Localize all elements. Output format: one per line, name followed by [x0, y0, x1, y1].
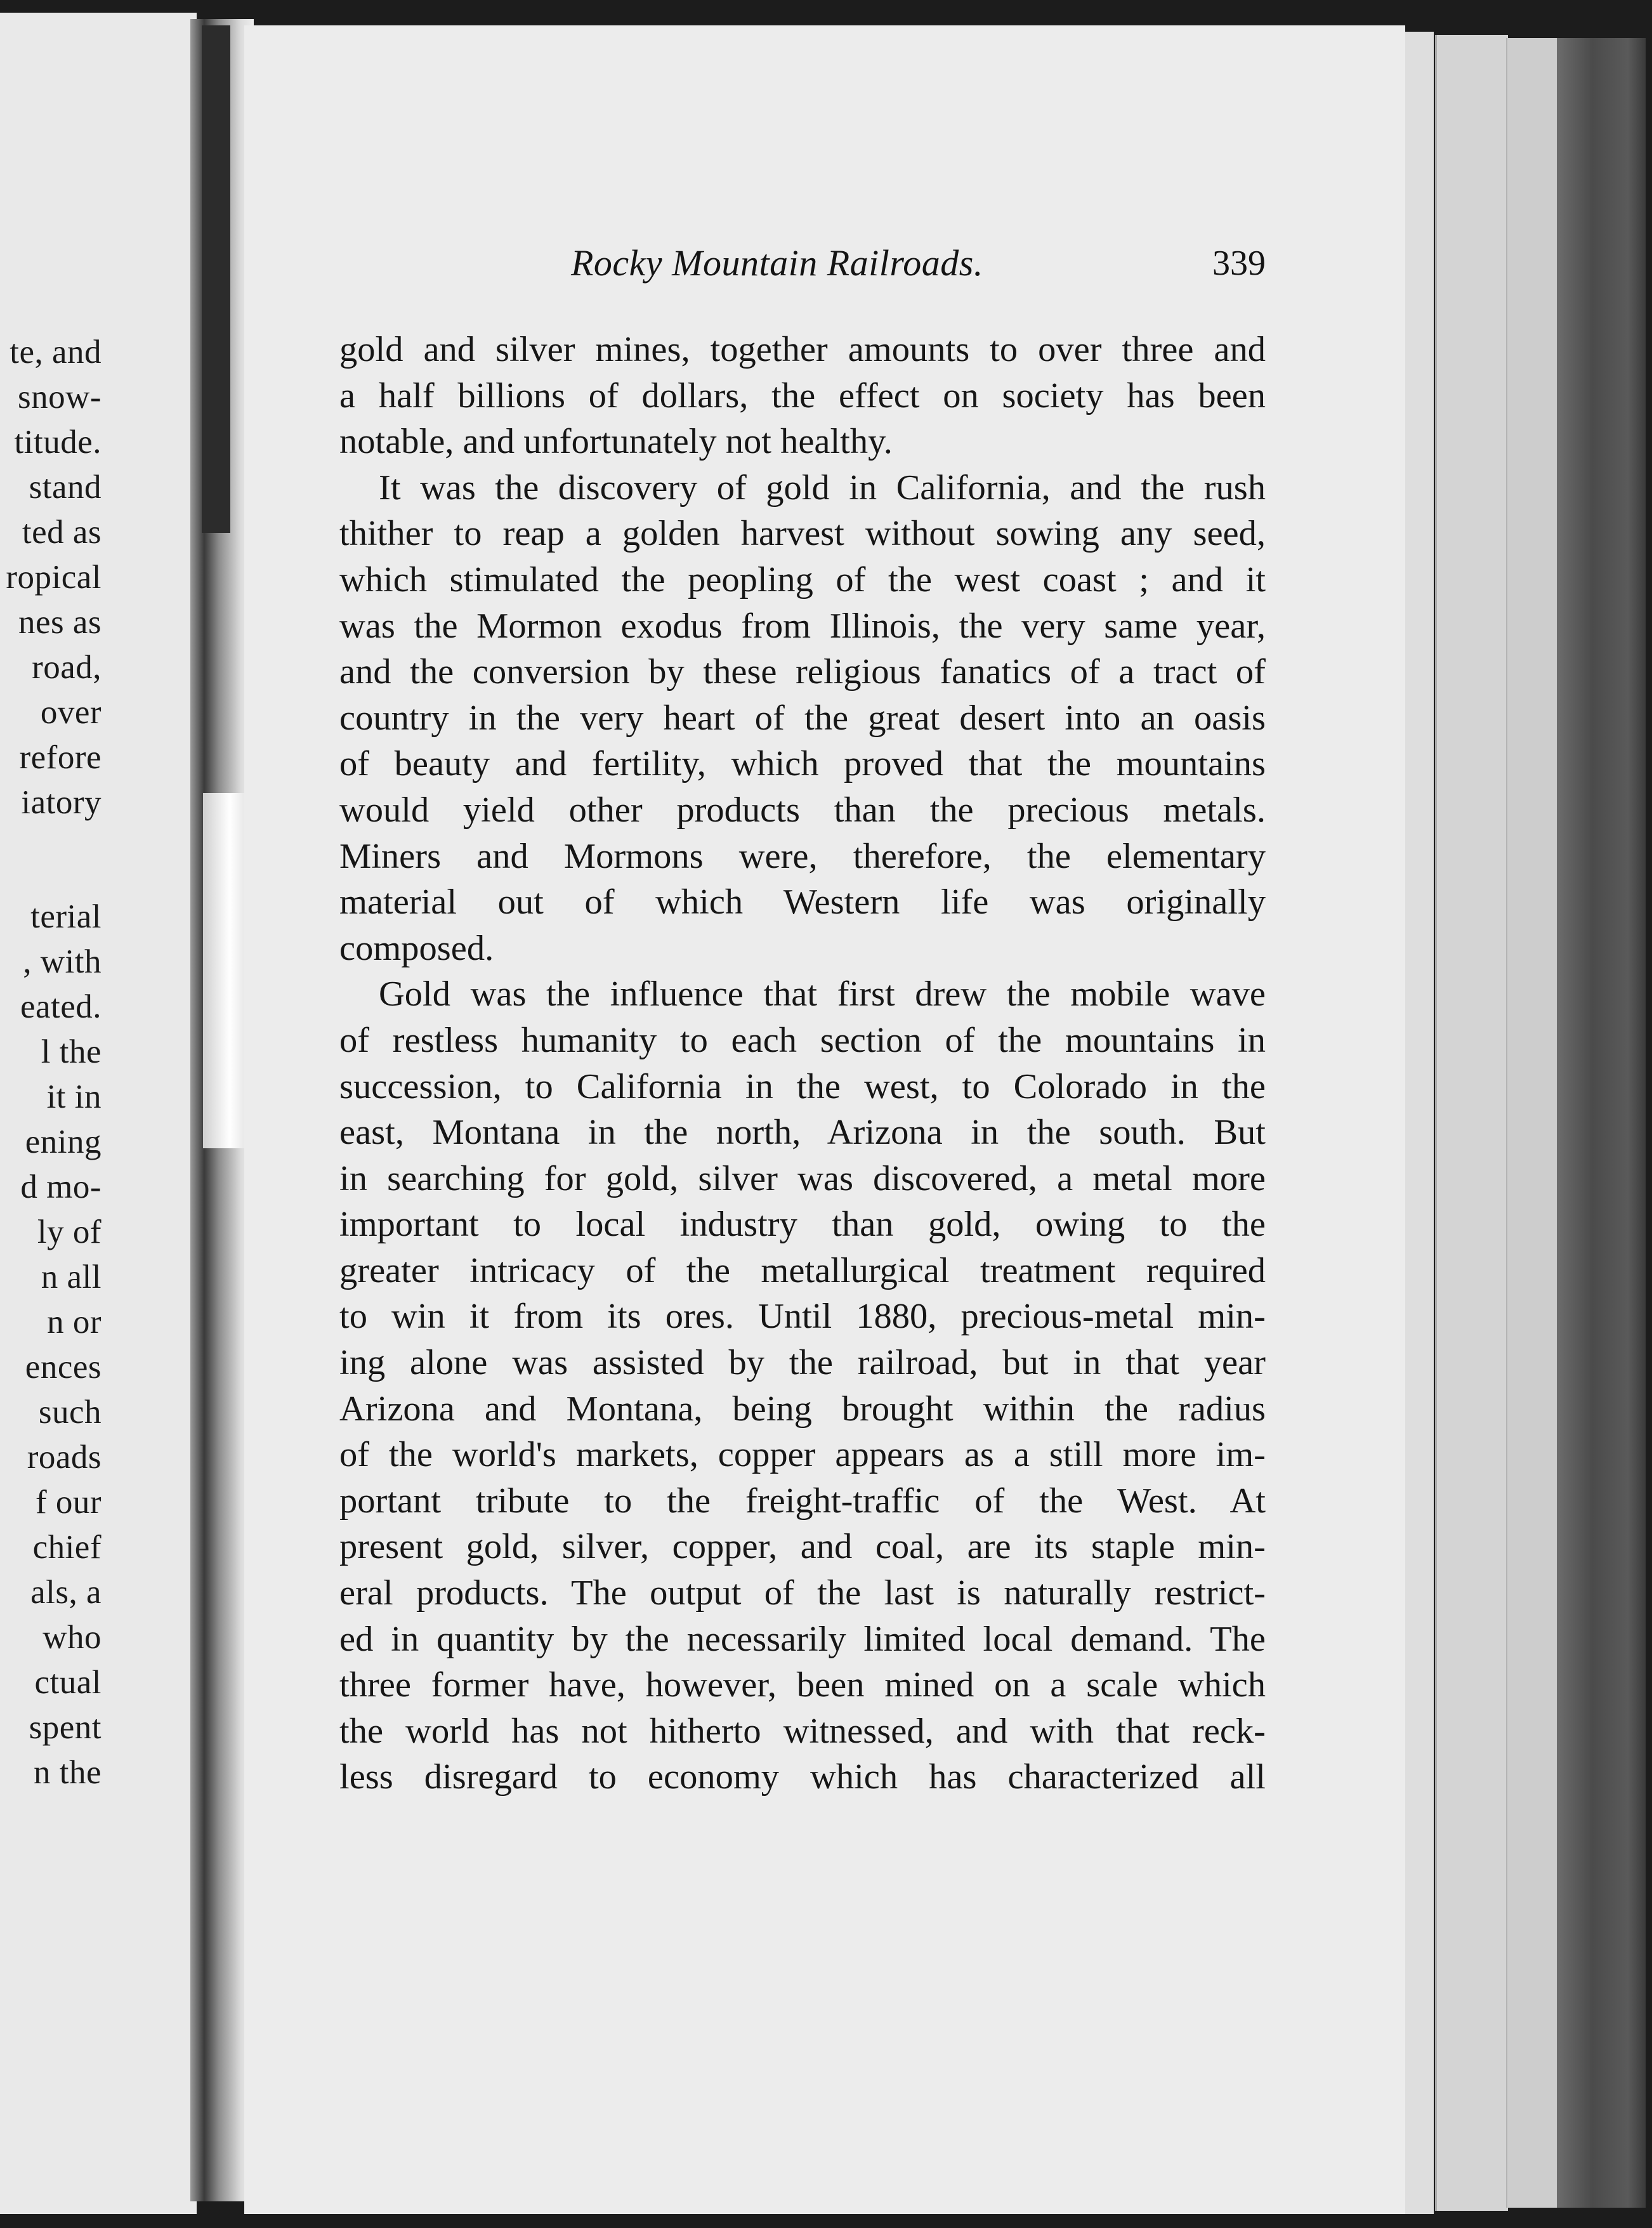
text-line: Arizona and Montana, being brought within the radius — [339, 1389, 1266, 1429]
left-page-line: l the — [41, 1033, 102, 1070]
text-line: the world has not hitherto witnessed, and with that reck- — [339, 1711, 1266, 1751]
left-page-line: it in — [46, 1078, 102, 1115]
text-line: greater intricacy of the metallurgical treatment required — [339, 1250, 1266, 1290]
text-line: Gold was the influence that first drew the mobile wave — [379, 974, 1266, 1014]
text-line: present gold, silver, copper, and coal, are its staple min- — [339, 1527, 1266, 1567]
left-page-line: spent — [29, 1709, 102, 1746]
text-line: gold and silver mines, together amounts to over three and — [339, 330, 1266, 369]
left-page-line: , with — [23, 943, 102, 980]
left-page-line: nes as — [18, 604, 102, 641]
left-page-line: who — [43, 1619, 102, 1656]
body-text — [339, 327, 1266, 1800]
left-page-line: ly of — [37, 1214, 102, 1250]
text-line: and the conversion by these religious fanatics of a tract of — [339, 652, 1266, 692]
text-line: a half billions of dollars, the effect on society has been — [339, 376, 1266, 416]
gutter-highlight — [203, 793, 247, 1148]
page-stack-edge — [1405, 32, 1434, 2214]
page-stack-edge — [1506, 38, 1558, 2208]
text-line: material out of which Western life was originally — [339, 882, 1266, 922]
running-header — [571, 235, 1266, 298]
left-page-line: titude. — [14, 424, 102, 461]
text-line: of the world's markets, copper appears as a still more im- — [339, 1435, 1266, 1475]
left-page-line: te, and — [10, 334, 102, 370]
text-line: country in the very heart of the great desert into an oasis — [339, 698, 1266, 738]
text-line: eral products. The output of the last is naturally restrict- — [339, 1573, 1266, 1613]
left-page-line: snow- — [17, 379, 102, 416]
text-line: which stimulated the peopling of the west coast ; and it — [339, 560, 1266, 600]
left-page-line: such — [38, 1394, 102, 1431]
gutter-shadow — [202, 25, 230, 533]
text-line: east, Montana in the north, Arizona in the south. But — [339, 1113, 1266, 1153]
page-stack-edge — [1435, 35, 1508, 2211]
left-page-line: road, — [32, 649, 102, 686]
left-page-line: roads — [27, 1439, 102, 1476]
text-line: notable, and unfortunately not healthy. — [339, 422, 893, 462]
text-line: was the Mormon exodus from Illinois, the very same year, — [339, 606, 1266, 646]
left-page-line: d mo- — [20, 1169, 102, 1205]
left-page-line: f our — [35, 1484, 102, 1521]
text-line: to win it from its ores. Until 1880, precious-metal min- — [339, 1297, 1266, 1337]
left-page-line: over — [40, 694, 102, 731]
left-page-line: ted as — [22, 514, 102, 551]
text-line: thither to reap a golden harvest without sowing any seed, — [339, 514, 1266, 554]
left-page-line: stand — [29, 469, 102, 506]
text-line: ing alone was assisted by the railroad, but in that year — [339, 1343, 1266, 1383]
text-line: would yield other products than the precious metals. — [339, 790, 1266, 830]
left-page-line: als, a — [30, 1574, 102, 1611]
page-number: 339 — [1212, 244, 1266, 283]
text-line: less disregard to economy which has characterized all — [339, 1757, 1266, 1797]
left-page-line: n all — [41, 1259, 102, 1295]
left-page-line: ctual — [34, 1664, 102, 1701]
text-line: ed in quantity by the necessarily limited local demand. The — [339, 1619, 1266, 1659]
left-page-line: iatory — [21, 784, 102, 821]
left-page-line: ropical — [6, 559, 102, 596]
left-page-line: refore — [19, 739, 102, 776]
text-line: of beauty and fertility, which proved that the mountains — [339, 744, 1266, 784]
running-title: Rocky Mountain Railroads. — [571, 242, 983, 284]
left-page-line: chief — [32, 1529, 102, 1566]
left-page-line: n or — [47, 1304, 102, 1340]
text-line: Miners and Mormons were, therefore, the elementary — [339, 836, 1266, 876]
left-page-line: n the — [34, 1754, 102, 1791]
left-page-line: ences — [25, 1349, 102, 1386]
text-line: of restless humanity to each section of the mountains in — [339, 1020, 1266, 1060]
text-line: succession, to California in the west, to Colorado in the — [339, 1066, 1266, 1106]
left-page-line: terial — [30, 898, 102, 935]
text-line: portant tribute to the freight-traffic of the West. At — [339, 1481, 1266, 1521]
left-page — [0, 13, 197, 2214]
left-page-line: eated. — [20, 988, 102, 1025]
text-line: three former have, however, been mined on a scale which — [339, 1665, 1266, 1705]
text-line: composed. — [339, 928, 494, 968]
left-page-line: ening — [25, 1124, 102, 1160]
text-line: It was the discovery of gold in California, and the rush — [379, 468, 1266, 508]
text-line: in searching for gold, silver was discovered, a metal more — [339, 1158, 1266, 1198]
text-line: important to local industry than gold, owing to the — [339, 1205, 1266, 1245]
book-cover — [1557, 38, 1646, 2208]
